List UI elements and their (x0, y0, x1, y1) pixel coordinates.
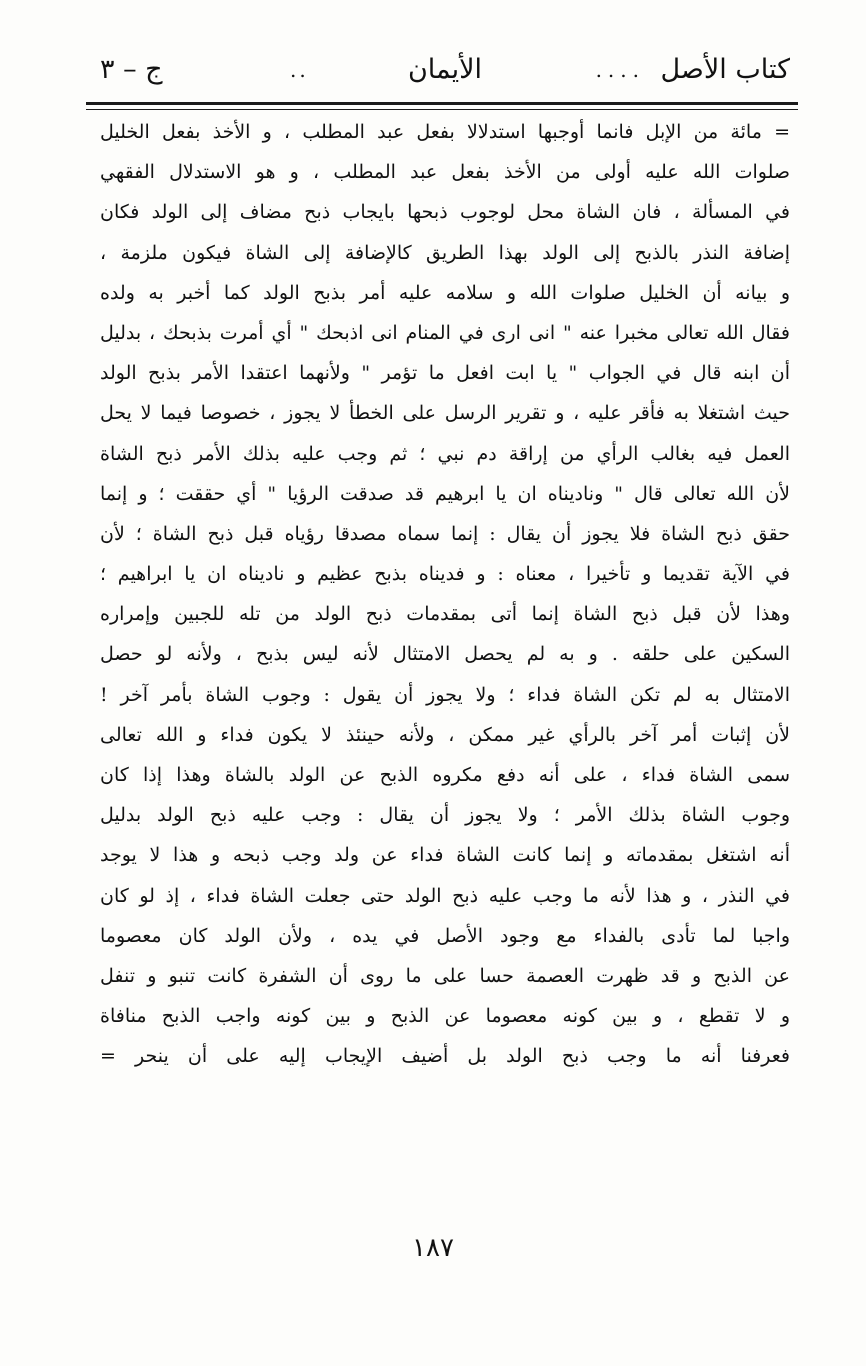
text-line: لأن إثبات أمر آخر بالرأي غير ممكن ، ولأنه حينئذ لا يكون فداء و الله تعالى (100, 723, 790, 746)
page-number: ١٨٧ (412, 1233, 454, 1263)
text-line: وهذا لأن قبل ذبح الشاة إنما أتى بمقدمات ذبح الولد من تله للجبين وإمراره (100, 603, 790, 626)
text-line: سمى الشاة فداء ، على أنه دفع مكروه الذبح عن الولد بالشاة وهذا إذا كان (100, 764, 790, 786)
header-leader-dots-left: .. (290, 58, 309, 82)
text-line: في الآية تقديما و تأخيرا ، معناه : و فديناه بذبح عظيم و ناديناه ان يا ابراهيم ؛ (100, 563, 790, 586)
section-title: الأيمان (407, 54, 483, 85)
text-line: السكين على حلقه . و به لم يحصل الامتثال لأنه ليس بذبح ، ولأنه لو حصل (100, 643, 790, 666)
text-line: حيث اشتغلا به فأقر عليه ، و تقرير الرسل على الخطأ لا يجوز ، خصوصا فيما لا يحل (100, 402, 790, 425)
text-line: فقال الله تعالى مخبرا عنه " انى ارى في المنام انى اذبحك " أي أمرت بذبحك ، بدليل (100, 321, 790, 344)
running-header (100, 48, 790, 92)
header-rule-thick (86, 102, 798, 105)
text-line: الامتثال به لم تكن الشاة فداء ؛ ولا يجوز أن يقول : وجوب الشاة بأمر آخر ! (100, 683, 790, 706)
text-line: العمل فيه بغالب الرأي من إراقة دم نبي ؛ ثم وجب عليه بذلك الأمر ذبح الشاة (100, 442, 790, 465)
volume-number: ج – ٣ (100, 54, 163, 85)
text-line: فعرفنا أنه ما وجب ذبح الولد بل أضيف الإيجاب إليه على أن ينحر = (100, 1045, 790, 1068)
text-line: وجوب الشاة بذلك الأمر ؛ ولا يجوز أن يقال : وجب عليه ذبح الولد بدليل (100, 804, 790, 827)
header-leader-dots: .... (595, 58, 645, 82)
text-line: في المسألة ، فان الشاة محل لوجوب ذبحها بايجاب ذبح مضاف إلى الولد فكان (100, 201, 790, 224)
body-text (100, 112, 790, 1077)
text-line: إضافة النذر بالذبح إلى الولد بهذا الطريق كالإضافة إلى الشاة فيكون ملزمة ، (100, 241, 790, 264)
text-line: عن الذبح و قد ظهرت العصمة حسا على ما روى أن الشفرة كانت تنبو و تنفل (100, 964, 790, 987)
text-line: حقق ذبح الشاة فلا يجوز أن يقال : إنما سماه مصدقا رؤياه قبل ذبح الشاة ؛ لأن (100, 522, 790, 545)
text-line: أن ابنه قال في الجواب " يا ابت افعل ما تؤمر " ولأنهما اعتقدا الأمر بذبح الولد (100, 362, 790, 385)
header-rule-thin (86, 109, 798, 110)
text-line: = مائة من الإبل فانما أوجبها استدلالا بفعل عبد المطلب ، و الأخذ بفعل الخليل (100, 121, 790, 143)
text-line: واجبا لما تأدى بالفداء مع وجود الأصل في يده ، ولأن الولد كان معصوما (100, 924, 790, 947)
text-line: و بيانه أن الخليل صلوات الله و سلامه عليه أمر بذبح الولد كما أخبر به ولده (100, 281, 790, 304)
book-title: كتاب الأصل (660, 54, 790, 85)
text-line: لأن الله تعالى قال " وناديناه ان يا ابرهيم قد صدقت الرؤيا " أي حققت ؛ و إنما (100, 482, 790, 505)
text-line: صلوات الله عليه أولى من الأخذ بفعل عبد المطلب ، و هو الاستدلال الفقهي (100, 161, 790, 184)
text-line: أنه اشتغل بمقدماته و إنما كانت الشاة فداء عن ولد وجب ذبحه و هذا لا يوجد (100, 844, 790, 867)
text-line: في النذر ، و هذا لأنه ما وجب عليه ذبح الولد حتى جعلت الشاة فداء ، إذ لو كان (100, 884, 790, 907)
text-line: و لا تقطع ، و بين كونه معصوما عن الذبح و بين كونه واجب الذبح منافاة (100, 1005, 790, 1028)
